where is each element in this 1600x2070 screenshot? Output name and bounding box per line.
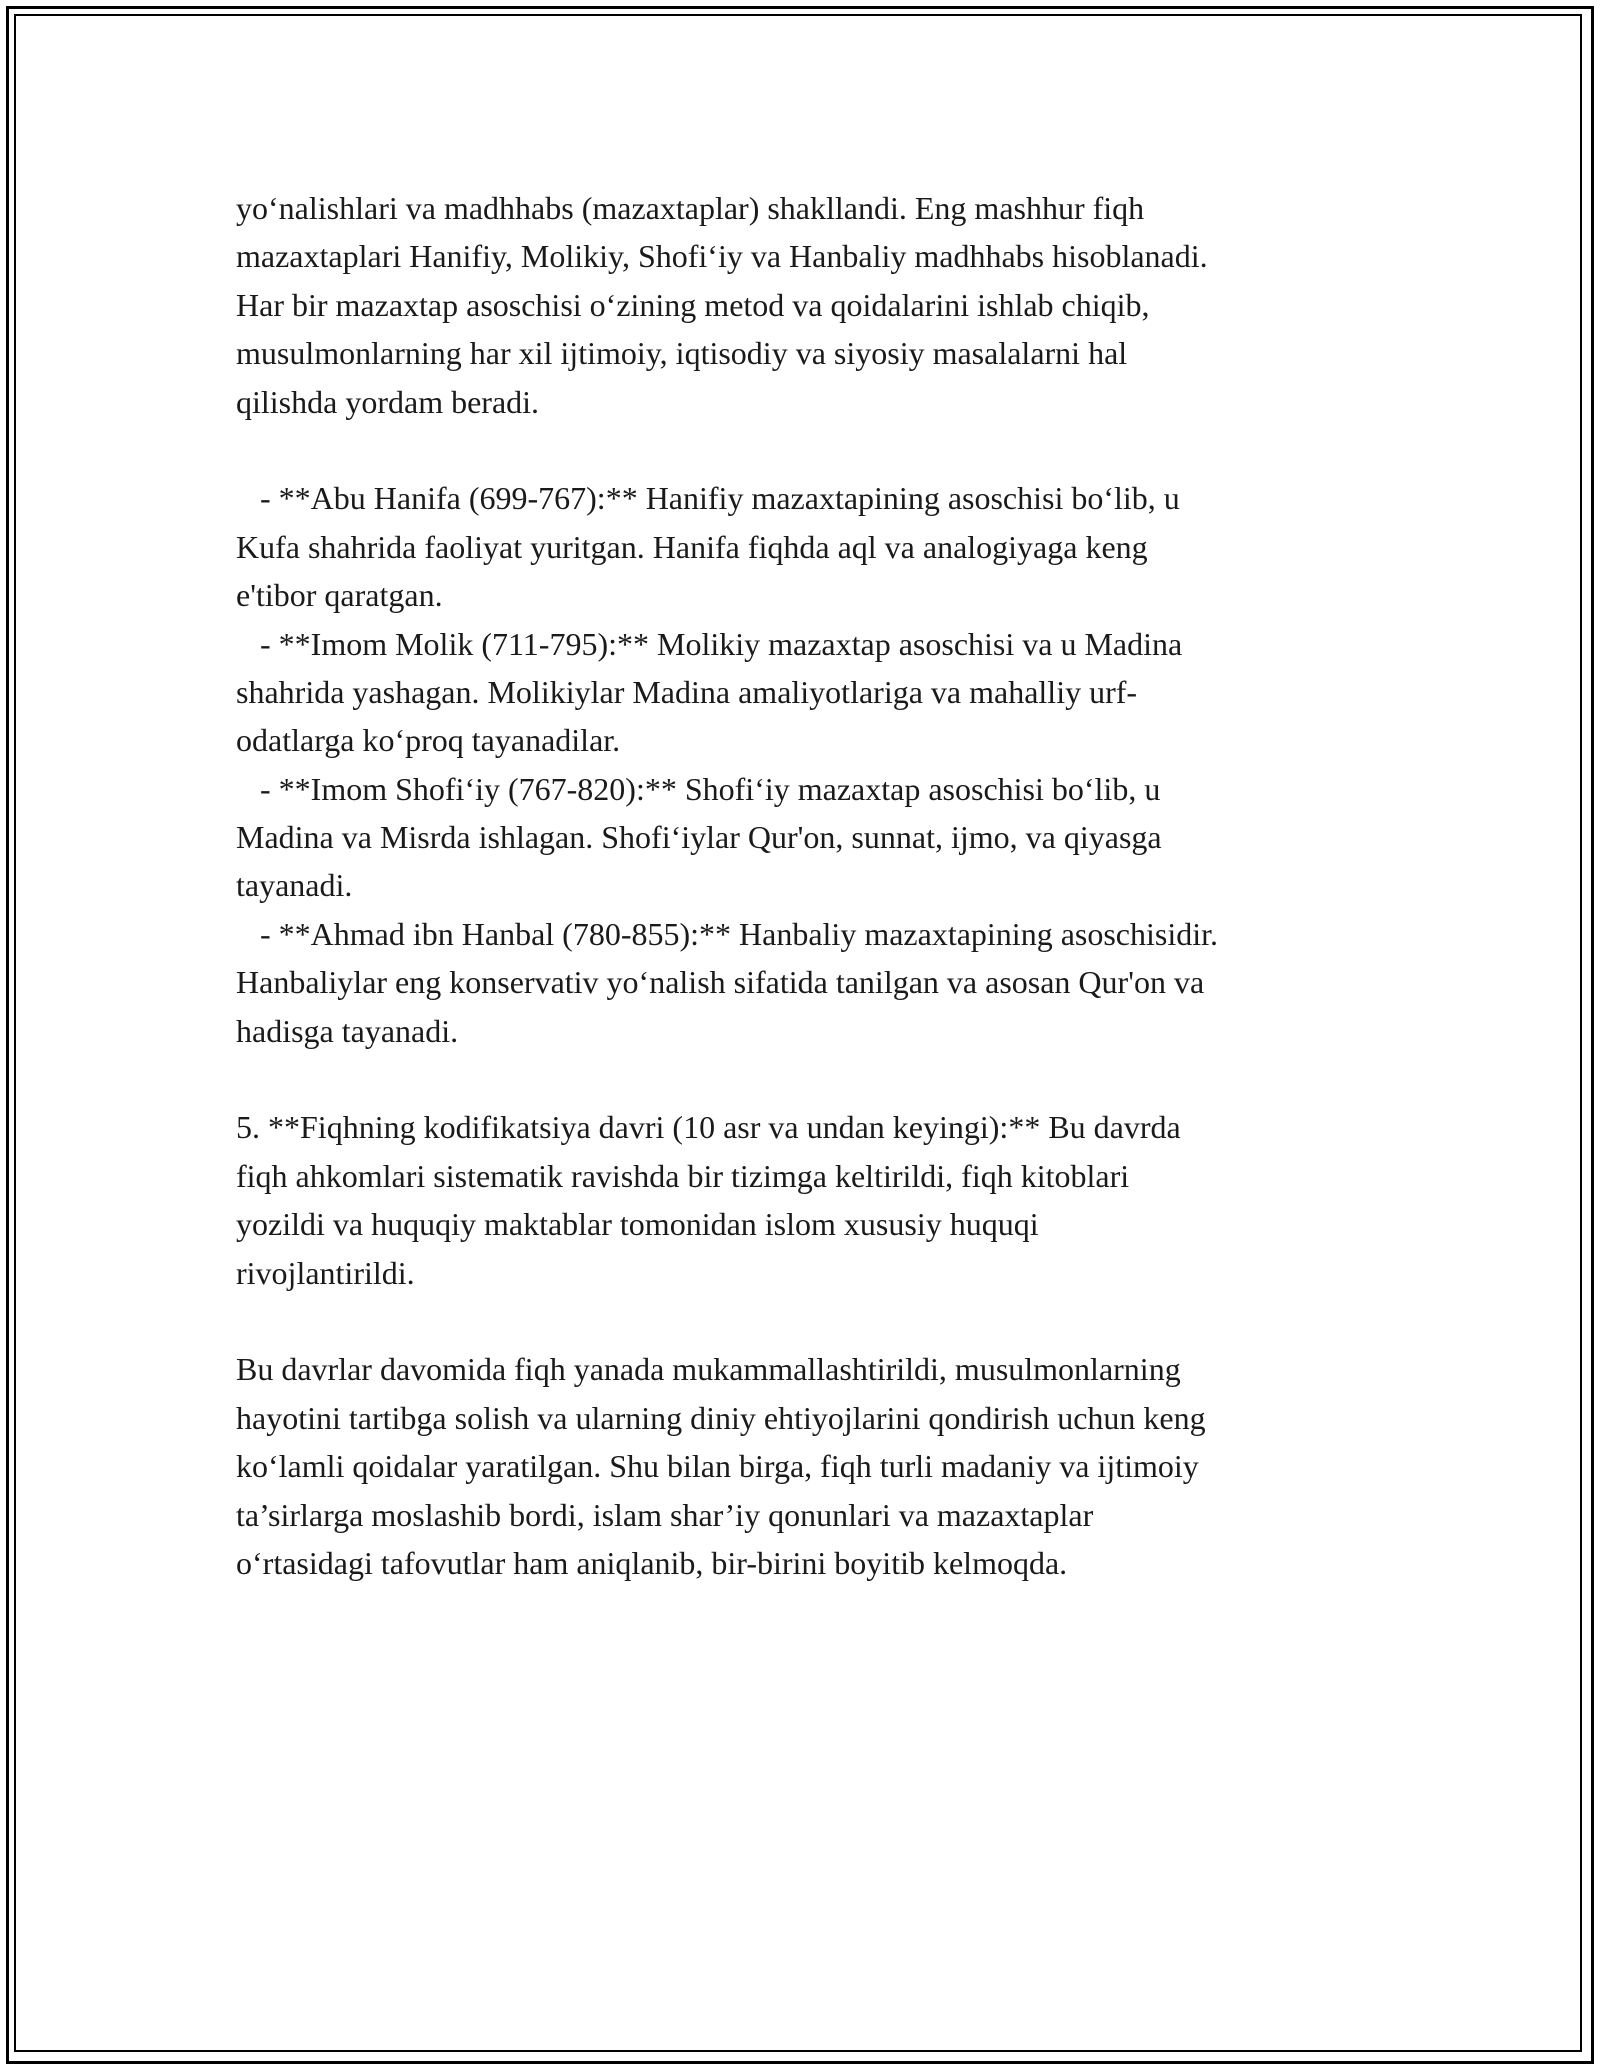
text-line: musulmonlarning har xil ijtimoiy, iqtisodiy va siyosiy masalalarni hal <box>236 335 1128 372</box>
text-line: - **Abu Hanifa (699-767):** Hanifiy mazaxtapining asoschisi bo‘lib, u <box>236 480 1180 517</box>
text-line: rivojlantirildi. <box>236 1254 415 1291</box>
text-line: Madina va Misrda ishlagan. Shofi‘iylar Qur'on, sunnat, ijmo, va qiyasga <box>236 819 1162 856</box>
text-line: hadisga tayanadi. <box>236 1012 459 1049</box>
text-line: mazaxtaplari Hanifiy, Molikiy, Shofi‘iy va Hanbaliy madhhabs hisoblanadi. <box>236 238 1208 275</box>
paragraph-conclusion <box>236 1345 1376 1587</box>
text-line: yo‘nalishlari va madhhabs (mazaxtaplar) shakllandi. Eng mashhur fiqh <box>236 190 1145 226</box>
text-line: qilishda yordam beradi. <box>236 383 540 420</box>
paragraph-codification <box>236 1103 1376 1297</box>
text-line: yozildi va huquqiy maktablar tomonidan islom xususiy huquqi <box>236 1206 1039 1243</box>
paragraph-spacer <box>236 426 1376 474</box>
text-line: fiqh ahkomlari sistematik ravishda bir tizimga keltirildi, fiqh kitoblari <box>236 1157 1130 1194</box>
text-line: - **Imom Molik (711-795):** Molikiy mazaxtap asoschisi va u Madina <box>236 625 1183 662</box>
paragraph-intro <box>236 184 1376 426</box>
document-body <box>236 184 1376 1587</box>
list-item-ahmad-ibn-hanbal <box>236 910 1376 1055</box>
text-line: tayanadi. <box>236 867 353 904</box>
paragraph-spacer <box>236 1055 1376 1103</box>
paragraph-spacer <box>236 1297 1376 1345</box>
text-line: hayotini tartibga solish va ularning diniy ehtiyojlarini qondirish uchun keng <box>236 1399 1206 1436</box>
list-item-imom-molik <box>236 620 1376 765</box>
text-line: Hanbaliylar eng konservativ yo‘nalish sifatida tanilgan va asosan Qur'on va <box>236 964 1205 1001</box>
list-item-abu-hanifa <box>236 474 1376 619</box>
text-line: o‘rtasidagi tafovutlar ham aniqlanib, bir-birini boyitib kelmoqda. <box>236 1544 1068 1581</box>
text-line: ta’sirlarga moslashib bordi, islam shar’iy qonunlari va mazaxtaplar <box>236 1496 1094 1533</box>
text-line: - **Imom Shofi‘iy (767-820):** Shofi‘iy mazaxtap asoschisi bo‘lib, u <box>236 770 1161 807</box>
madhhab-list <box>236 474 1376 1055</box>
text-line: ko‘lamli qoidalar yaratilgan. Shu bilan birga, fiqh turli madaniy va ijtimoiy <box>236 1448 1199 1485</box>
text-line: Har bir mazaxtap asoschisi o‘zining metod va qoidalarini ishlab chiqib, <box>236 286 1150 323</box>
text-line: odatlarga ko‘proq tayanadilar. <box>236 722 621 759</box>
list-item-imom-shofiiy <box>236 765 1376 910</box>
text-line: Kufa shahrida faoliyat yuritgan. Hanifa fiqhda aql va analogiyaga keng <box>236 528 1148 565</box>
text-line: - **Ahmad ibn Hanbal (780-855):** Hanbaliy mazaxtapining asoschisidir. <box>236 915 1219 952</box>
text-line: e'tibor qaratgan. <box>236 577 443 614</box>
text-line: 5. **Fiqhning kodifikatsiya davri (10 asr va undan keyingi):** Bu davrda <box>236 1109 1181 1146</box>
text-line: shahrida yashagan. Molikiylar Madina amaliyotlariga va mahalliy urf- <box>236 673 1138 710</box>
text-line: Bu davrlar davomida fiqh yanada mukammallashtirildi, musulmonlarning <box>236 1351 1181 1388</box>
